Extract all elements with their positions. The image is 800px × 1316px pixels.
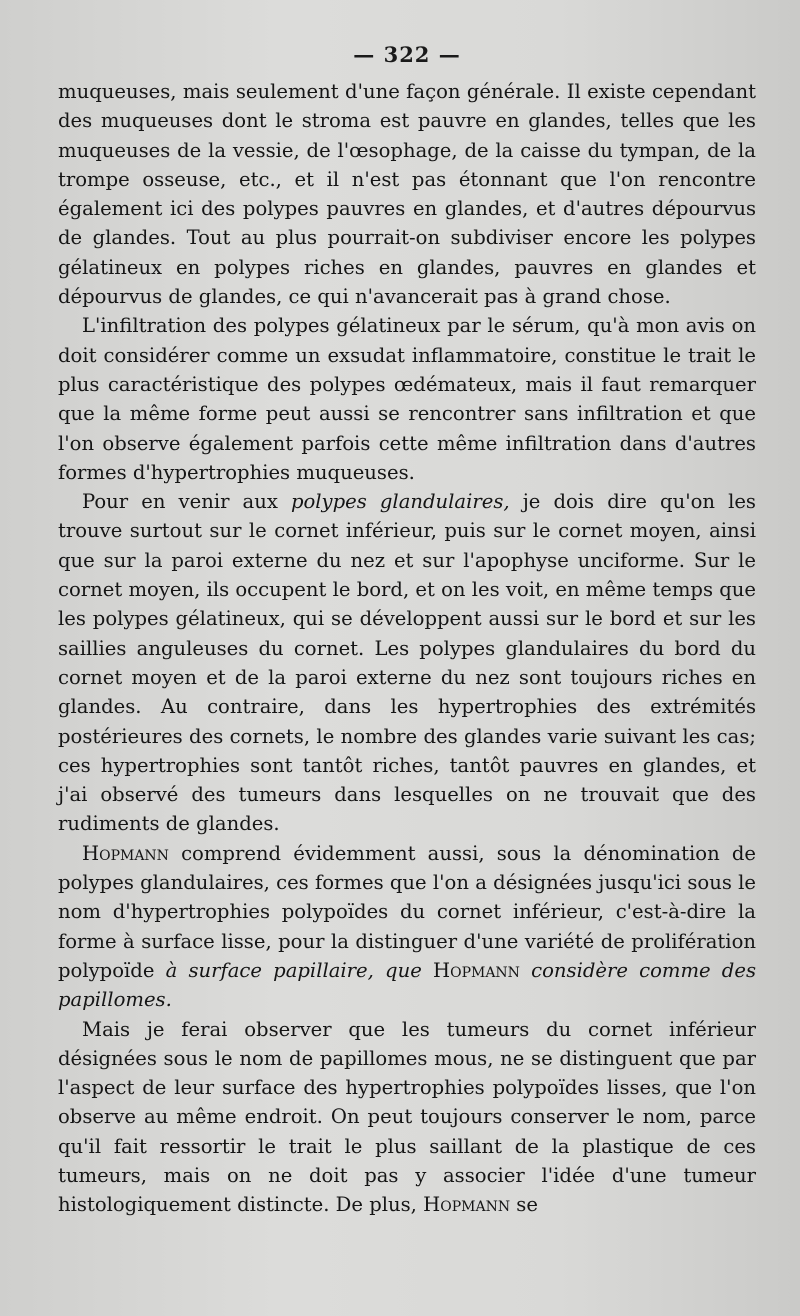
italic-phrase: considère comme des papillomes. — [58, 958, 757, 1012]
paragraph-1 — [58, 77, 756, 311]
page-number: — 322 — — [353, 42, 461, 67]
text-segment: je dois dire qu'on les trouve surtout sur le cornet inférieur, puis sur le cornet moyen, ainsi que sur la paroi externe du nez et sur l'apophyse unciforme. Sur le cornet moyen, ils occupent le bord, et on les voit, en même temps que les polypes gélatineux, qui se développent aussi sur le bord et sur les saillies anguleuses du cornet. Les polypes glandulaires du bord du cornet moyen et de la paroi externe du nez sont toujours riches en glandes. Au contraire, dans les hypertrophies des extrémités postérieures des cornets, le nombre des glandes varie suivant les cas; ces hypertrophies sont tantôt riches, tantôt pauvres en glandes, et j'ai observé des tumeurs dans lesquelles on ne trouvait que des rudiments de glandes. — [58, 490, 757, 836]
text-segment — [422, 959, 433, 982]
text-segment — [520, 959, 531, 982]
author-name: Hopmann — [82, 841, 169, 865]
text-segment: Mais je ferai observer que les tumeurs du cornet inférieur désignées sous le nom de papillomes mous, ne se distinguent que par l'aspect de leur surface des hypertrophies polypoïdes lisses, que l'on observe au même endroit. On peut toujours conserver le nom, parce qu'il fait ressortir le trait le plus saillant de la plastique de ces tumeurs, mais on ne doit pas y associer l'idée d'une tumeur histologiquement distincte. De plus, — [58, 1017, 756, 1217]
paragraph-3 — [58, 487, 756, 839]
author-name: Hopmann — [433, 958, 520, 982]
paragraph-4 — [58, 839, 756, 1015]
paragraph-2 — [58, 311, 756, 487]
text-segment: comprend évidemment aussi, sous la dénomination de polypes glandulaires, ces formes que l'on a désignées jusqu'ici sous le nom d'hypertrophies polypoïdes du cornet inférieur, c'est-à-dire la forme à surface lisse, pour la distinguer d'une variété de prolifération polypoïde — [58, 841, 756, 982]
author-name: Hopmann — [423, 1193, 511, 1217]
text-segment: se — [510, 1193, 538, 1217]
paragraph-5 — [58, 1015, 756, 1220]
text-segment: Pour en venir aux — [82, 490, 291, 514]
text-segment: L'infiltration des polypes gélatineux par le sérum, qu'à mon avis on doit considérer comme un exsudat inflammatoire, constitue le trait le plus caractéristique des polypes œdémateux, mais il faut remarquer que la même forme peut aussi se rencontrer sans infiltration et que l'on observe également parfois cette même infiltration dans d'autres formes d'hypertrophies muqueuses. — [58, 314, 756, 484]
body-text — [58, 77, 756, 1220]
italic-phrase: à surface papillaire, que — [165, 958, 422, 982]
text-segment: muqueuses, mais seulement d'une façon générale. Il existe cependant des muqueuses dont le stroma est pauvre en glandes, telles que les muqueuses de la vessie, de l'œsophage, de la caisse du tympan, de la trompe osseuse, etc., et il n'est pas étonnant que l'on rencontre également ici des polypes pauvres en glandes, et d'autres dépourvus de glandes. Tout au plus pourrait-on subdiviser encore les polypes gélatineux en polypes riches en glandes, pauvres en glandes et dépourvus de glandes, ce qui n'avancerait pas à grand chose. — [58, 80, 756, 309]
italic-term: polypes glandulaires, — [290, 490, 510, 514]
